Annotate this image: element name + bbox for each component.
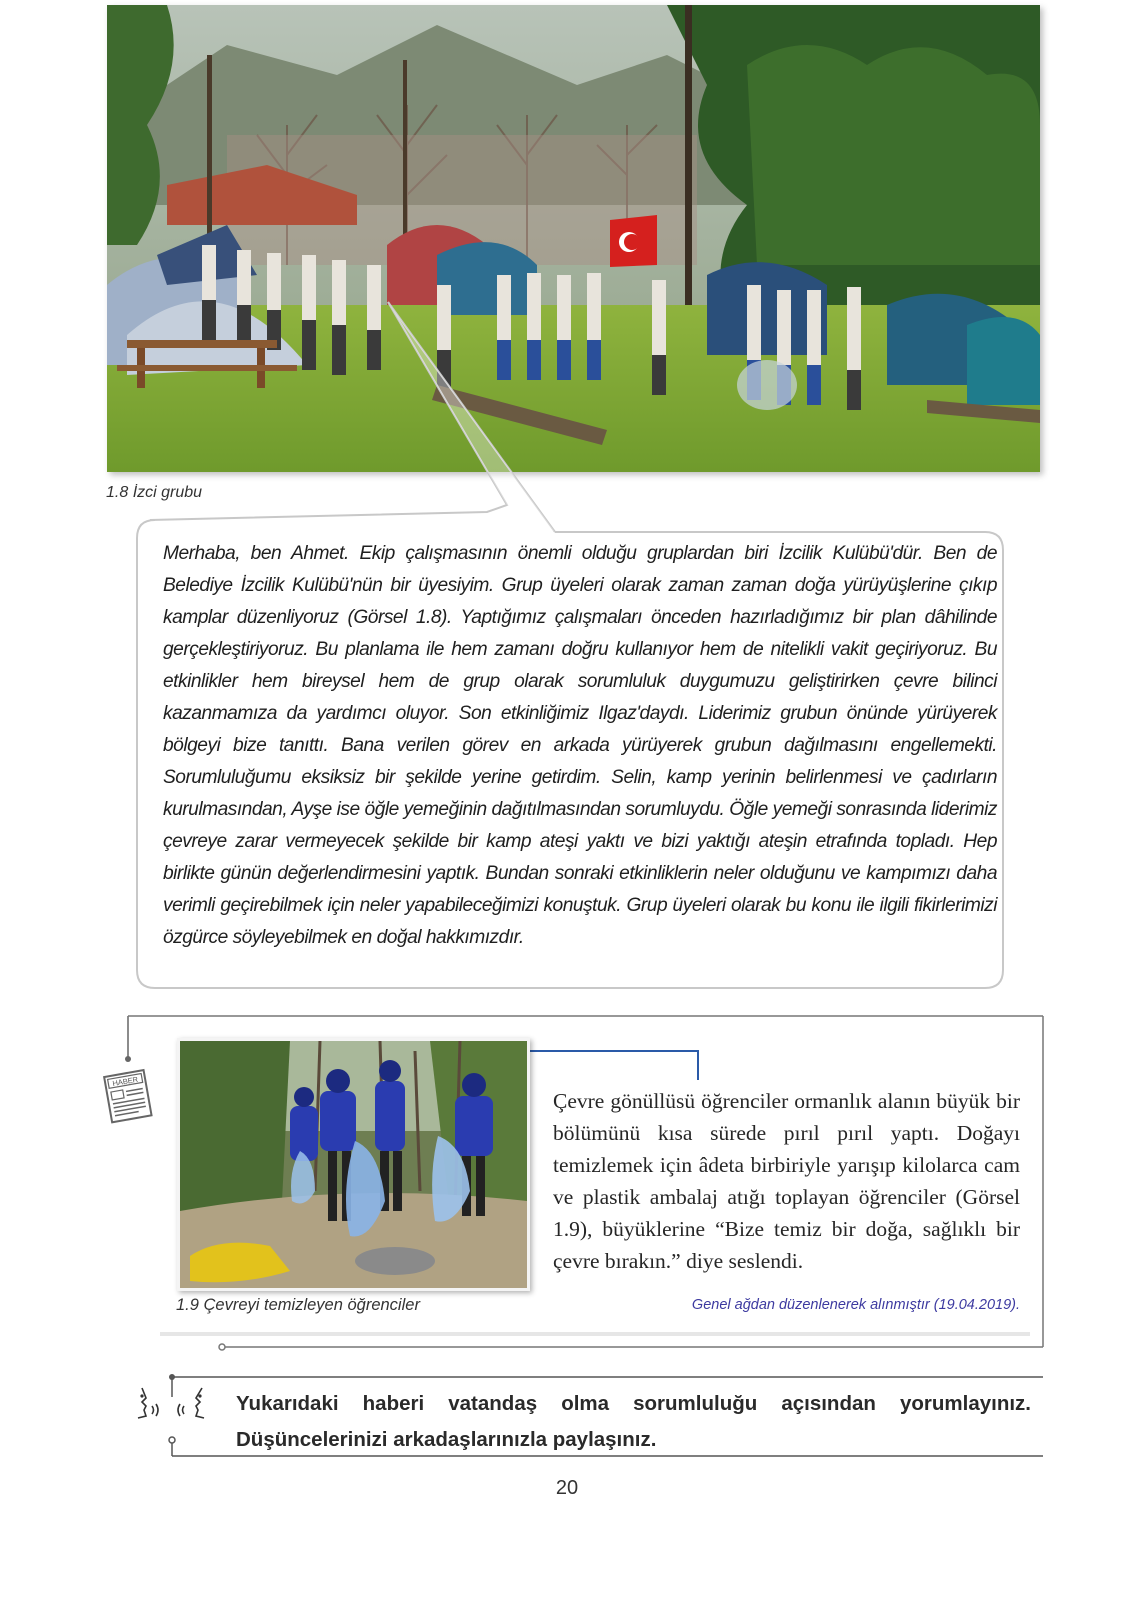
- scout-camp-photo: [107, 5, 1040, 472]
- page-number: 20: [555, 1477, 579, 1499]
- discussion-question: Yukarıdaki haberi vatandaş olma sorumluluğu açısından yorumlayınız. Düşüncelerinizi arkadaşlarınızla paylaşınız.: [236, 1392, 1031, 1451]
- figure-1-9-caption: 1.9 Çevreyi temizleyen öğrenciler: [176, 1296, 420, 1314]
- news-source-note: Genel ağdan düzenlenerek alınmıştır (19.04.2019).: [691, 1297, 1020, 1313]
- newspaper-icon: [102, 1067, 156, 1127]
- news-paragraph: Çevre gönüllüsü öğrenciler ormanlık alanın büyük bir bölümünü kısa sürede pırıl pırıl yaptı. Doğayı temizlemek için âdeta birbiriyle yarışıp kilolarca cam ve plastik ambalaj atığı toplayan öğrenciler (Görsel 1.9), büyüklerine “Bize temiz bir doğa, sağlıklı bir çevre bırakın.” diye seslendi.: [553, 1089, 1020, 1273]
- figure-1-8-caption: 1.8 İzci grubu: [106, 484, 203, 501]
- students-cleaning-photo: [177, 1038, 530, 1291]
- bubble-paragraph: Merhaba, ben Ahmet. Ekip çalışmasının önemli olduğu gruplardan biri İzcilik Kulübü'dür. Ben de Belediye İzcilik Kulübü'nün bir üyesiyim. Grup üyeleri olarak zaman zaman doğa yürüyüşlerine çıkıp kamplar düzenliyoruz (Görsel 1.8). Yaptığımız çalışmaları önceden hazırladığımız bir plan dâhilinde gerçekleştiriyoruz. Bu planlama ile hem zamanı doğru kullanıyor hem de nitelikli vakit geçiriyoruz. Bu etkinlikler hem bireysel hem de grup olarak sorumluluk duygumuzu geliştirirken çevre bilinci kazanmamıza da yardımcı oluyor. Son etkinliğimiz Ilgaz'daydı. Liderimiz grubun önünde yürüyerek bölgeyi bize tanıttı. Bana verilen görev en arkada yürüyerek grubun dağılmasını engellemekti. Sorumluluğumu eksiksiz bir şekilde yerine getirdim. Selin, kamp yerinin belirlenmesi ve çadırların kurulmasından, Ayşe ise öğle yemeğinin dağıtılmasından sorumluydu. Öğle yemeği sonrasında liderimiz çevreye zarar vermeyecek şekilde bir kamp ateşi yaktı ve bizi yaktığı ateşin etrafında topladı. Hep birlikte günün değerlendirmesini yaptık. Bundan sonraki etkinliklerin neler olduğunu ve kampımızı daha verimli geçirebilmek için neler yapabileceğimizi konuştuk. Grup üyeleri olarak bu konu ile ilgili fikirlerimizi özgürce söyleyebilmek en doğal hakkımızdır.: [163, 543, 997, 948]
- svg-text:HABER: HABER: [111, 1074, 139, 1089]
- discussion-icon: [136, 1384, 216, 1434]
